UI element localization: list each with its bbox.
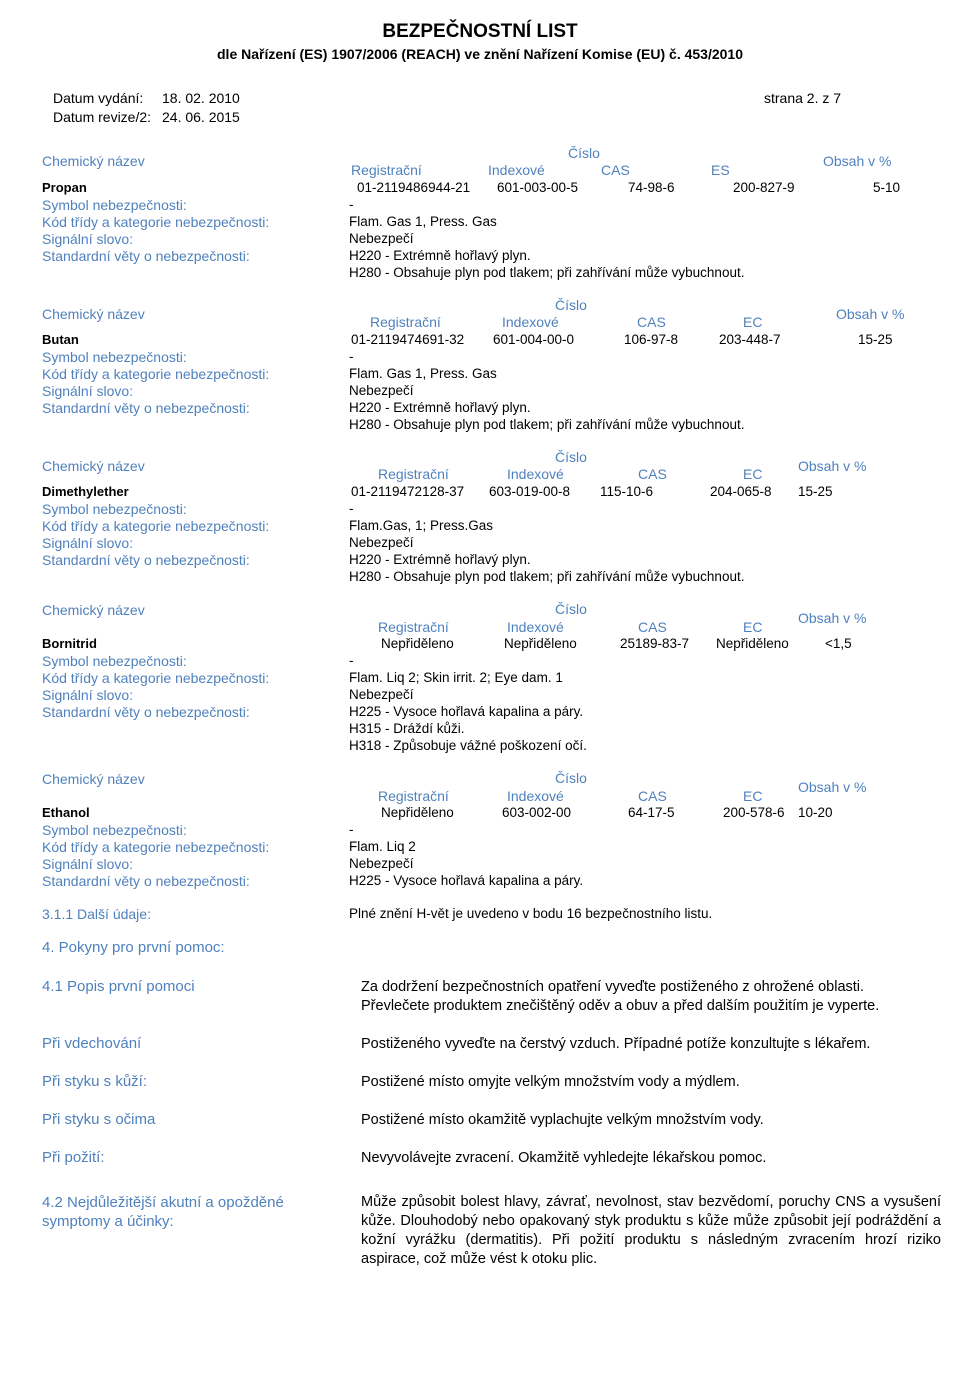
signal-word-value: Nebezpečí [349, 687, 414, 702]
cas-number: 115-10-6 [600, 484, 654, 499]
hazard-statements-label: Standardní věty o nebezpečnosti: [42, 248, 250, 264]
hazard-symbol-value: - [349, 501, 354, 516]
symptoms-label: 4.2 Nejdůležitější akutní a opožděné symptomy a účinky: [42, 1194, 284, 1230]
registration-header: Registrační [351, 162, 422, 178]
cislo-header: Číslo [555, 770, 587, 786]
index-number: Nepřiděleno [504, 636, 577, 651]
signal-word-label: Signální slovo: [42, 535, 134, 551]
hazard-statement: H225 - Vysoce hořlavá kapalina a páry. [349, 704, 584, 719]
ec-number: 200-827-9 [733, 180, 795, 195]
ec-header: EC [743, 619, 763, 635]
hazard-symbol-label: Symbol nebezpečnosti: [42, 653, 187, 669]
registration-number: 01-2119486944-21 [357, 180, 471, 195]
index-header: Indexové [488, 162, 545, 178]
hazard-symbol-value: - [349, 197, 354, 212]
other-info-text: Plné znění H-vět je uvedeno v bodu 16 bezpečnostního listu. [349, 906, 713, 921]
hazard-class-value: Flam. Liq 2 [349, 839, 416, 854]
hazard-class-value: Flam. Gas 1, Press. Gas [349, 366, 497, 381]
ec-header: EC [743, 314, 763, 330]
hazard-symbol-value: - [349, 653, 354, 668]
content-value: 15-25 [798, 484, 833, 499]
cislo-header: Číslo [555, 601, 587, 617]
substance-name: Ethanol [42, 805, 90, 820]
hazard-symbol-label: Symbol nebezpečnosti: [42, 501, 187, 517]
content-value: 15-25 [858, 332, 893, 347]
cislo-header: Číslo [555, 449, 587, 465]
hazard-class-value: Flam. Liq 2; Skin irrit. 2; Eye dam. 1 [349, 670, 563, 685]
hazard-class-label: Kód třídy a kategorie nebezpečnosti: [42, 518, 270, 534]
signal-word-label: Signální slovo: [42, 687, 134, 703]
cas-header: CAS [638, 619, 667, 635]
hazard-symbol-label: Symbol nebezpečnosti: [42, 197, 187, 213]
registration-number: Nepřiděleno [381, 805, 454, 820]
first-aid-description-label: 4.1 Popis první pomoci [42, 978, 195, 995]
content-header: Obsah v % [798, 610, 867, 626]
content-header: Obsah v % [798, 779, 867, 795]
inhalation-label: Při vdechování [42, 1035, 142, 1052]
content-header: Obsah v % [823, 153, 892, 169]
document-subtitle: dle Nařízení (ES) 1907/2006 (REACH) ve znění Nařízení Komise (EU) č. 453/2010 [217, 46, 743, 62]
registration-header: Registrační [378, 788, 449, 804]
content-header: Obsah v % [836, 306, 905, 322]
chemical-name-header: Chemický název [42, 306, 145, 322]
registration-number: 01-2119474691-32 [351, 332, 465, 347]
content-value: 10-20 [798, 805, 833, 820]
substance-name: Dimethylether [42, 484, 129, 499]
cislo-header: Číslo [568, 145, 600, 161]
index-number: 603-002-00 [502, 805, 572, 820]
registration-header: Registrační [378, 619, 449, 635]
content-value: 5-10 [873, 180, 901, 195]
registration-number: 01-2119472128-37 [351, 484, 465, 499]
cislo-header: Číslo [555, 297, 587, 313]
ingestion-label: Při požití: [42, 1149, 105, 1166]
hazard-symbol-label: Symbol nebezpečnosti: [42, 822, 187, 838]
signal-word-value: Nebezpečí [349, 383, 414, 398]
index-header: Indexové [507, 466, 564, 482]
cas-number: 74-98-6 [628, 180, 675, 195]
hazard-statements-label: Standardní věty o nebezpečnosti: [42, 873, 250, 889]
hazard-class-label: Kód třídy a kategorie nebezpečnosti: [42, 366, 270, 382]
hazard-class-label: Kód třídy a kategorie nebezpečnosti: [42, 670, 270, 686]
hazard-statement: H280 - Obsahuje plyn pod tlakem; při zahřívání může vybuchnout. [349, 417, 745, 432]
cas-number: 25189-83-7 [620, 636, 690, 651]
chemical-name-header: Chemický název [42, 771, 145, 787]
hazard-statement: H315 - Dráždí kůži. [349, 721, 465, 736]
skin-contact-text: Postižené místo omyjte velkým množstvím vody a mýdlem. [361, 1074, 740, 1090]
hazard-statement: H225 - Vysoce hořlavá kapalina a páry. [349, 873, 584, 888]
cas-header: CAS [638, 788, 667, 804]
hazard-statements-label: Standardní věty o nebezpečnosti: [42, 400, 250, 416]
registration-number: Nepřiděleno [381, 636, 454, 651]
ec-number: 204-065-8 [710, 484, 772, 499]
ingestion-text: Nevyvolávejte zvracení. Okamžitě vyhledejte lékařskou pomoc. [361, 1150, 767, 1166]
issue-date-label: Datum vydání: [53, 90, 144, 106]
cas-number: 64-17-5 [628, 805, 675, 820]
substance-name: Butan [42, 332, 79, 347]
hazard-statement: H280 - Obsahuje plyn pod tlakem; při zahřívání může vybuchnout. [349, 569, 745, 584]
hazard-class-label: Kód třídy a kategorie nebezpečnosti: [42, 214, 270, 230]
signal-word-value: Nebezpečí [349, 856, 414, 871]
hazard-symbol-label: Symbol nebezpečnosti: [42, 349, 187, 365]
content-value: <1,5 [825, 636, 852, 651]
signal-word-label: Signální slovo: [42, 383, 134, 399]
content-header: Obsah v % [798, 458, 867, 474]
cas-number: 106-97-8 [624, 332, 679, 347]
hazard-statements-label: Standardní věty o nebezpečnosti: [42, 552, 250, 568]
hazard-statement: H220 - Extrémně hořlavý plyn. [349, 400, 531, 415]
revision-date-label: Datum revize/2: [53, 109, 152, 125]
ec-number: 203-448-7 [719, 332, 781, 347]
substance-name: Bornitrid [42, 636, 97, 651]
hazard-symbol-value: - [349, 822, 354, 837]
hazard-class-value: Flam.Gas, 1; Press.Gas [349, 518, 494, 533]
ec-number: Nepřiděleno [716, 636, 789, 651]
ec-header: ES [711, 162, 730, 178]
chemical-name-header: Chemický název [42, 153, 145, 169]
cas-header: CAS [637, 314, 666, 330]
revision-date: 24. 06. 2015 [162, 109, 240, 125]
hazard-statement: H318 - Způsobuje vážné poškození očí. [349, 738, 587, 753]
index-header: Indexové [507, 788, 564, 804]
eye-contact-text: Postižené místo okamžitě vyplachujte velkým množstvím vody. [361, 1112, 764, 1128]
signal-word-value: Nebezpečí [349, 231, 414, 246]
issue-date: 18. 02. 2010 [162, 90, 240, 106]
first-aid-heading: 4. Pokyny pro první pomoc: [42, 939, 225, 956]
ec-header: EC [743, 788, 763, 804]
signal-word-label: Signální slovo: [42, 856, 134, 872]
hazard-statement: H220 - Extrémně hořlavý plyn. [349, 552, 531, 567]
hazard-class-value: Flam. Gas 1, Press. Gas [349, 214, 497, 229]
index-number: 601-003-00-5 [497, 180, 579, 195]
substance-name: Propan [42, 180, 87, 195]
hazard-class-label: Kód třídy a kategorie nebezpečnosti: [42, 839, 270, 855]
ec-header: EC [743, 466, 763, 482]
inhalation-text: Postiženého vyveďte na čerstvý vzduch. Případné potíže konzultujte s lékařem. [361, 1036, 871, 1052]
signal-word-label: Signální slovo: [42, 231, 134, 247]
page-number: strana 2. z 7 [764, 90, 842, 106]
hazard-symbol-value: - [349, 349, 354, 364]
hazard-statement: H280 - Obsahuje plyn pod tlakem; při zahřívání může vybuchnout. [349, 265, 745, 280]
other-info-label: 3.1.1 Další údaje: [42, 906, 151, 922]
cas-header: CAS [638, 466, 667, 482]
index-header: Indexové [502, 314, 559, 330]
chemical-name-header: Chemický název [42, 458, 145, 474]
hazard-statement: H220 - Extrémně hořlavý plyn. [349, 248, 531, 263]
cas-header: CAS [601, 162, 630, 178]
skin-contact-label: Při styku s kůží: [42, 1073, 148, 1090]
document-title: BEZPEČNOSTNÍ LIST [382, 21, 578, 42]
ec-number: 200-578-6 [723, 805, 785, 820]
chemical-name-header: Chemický název [42, 602, 145, 618]
signal-word-value: Nebezpečí [349, 535, 414, 550]
registration-header: Registrační [370, 314, 441, 330]
index-number: 603-019-00-8 [489, 484, 571, 499]
index-number: 601-004-00-0 [493, 332, 575, 347]
hazard-statements-label: Standardní věty o nebezpečnosti: [42, 704, 250, 720]
index-header: Indexové [507, 619, 564, 635]
eye-contact-label: Při styku s očima [42, 1111, 156, 1128]
first-aid-description-text: Za dodržení bezpečnostních opatření vyveďte postiženého z ohrožené oblasti. Převlečete produktem znečištěný oděv a obuv a před dalším použitím je vyperte. [361, 979, 880, 1014]
registration-header: Registrační [378, 466, 449, 482]
symptoms-text: Může způsobit bolest hlavy, závrať, nevolnost, stav bezvědomí, poruchy CNS a vysušení kůže. Dlouhodobý nebo opakovaný styk produktu s kůže může způsobit její podráždění a kožní vyrážku (dermatitis). Při požití produktu s následným zvracením hrozí riziko aspirace, což může vést k otoku plic. [361, 1194, 941, 1267]
